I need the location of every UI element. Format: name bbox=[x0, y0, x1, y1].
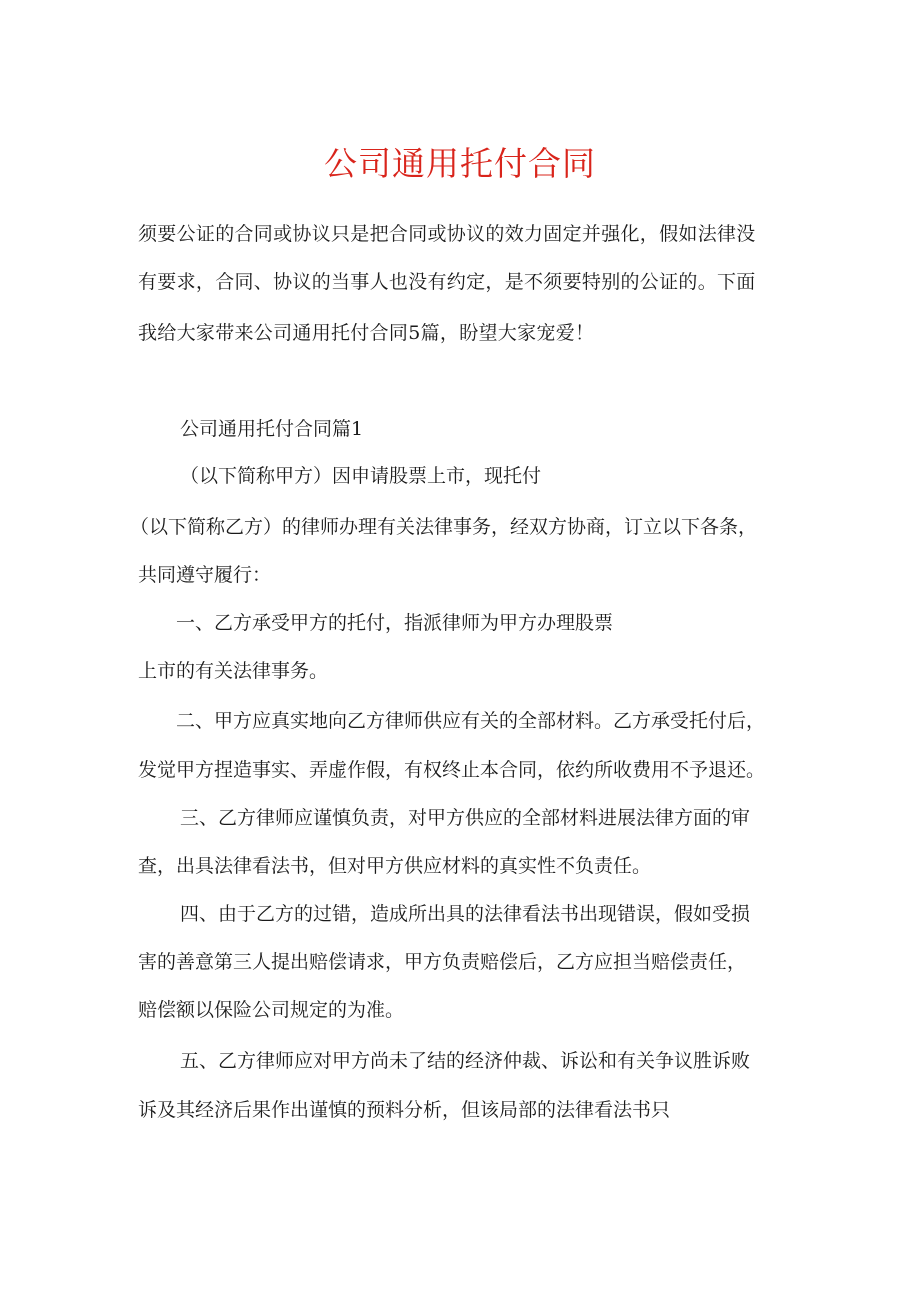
intro-line: 我给大家带来公司通用托付合同5篇，盼望大家宠爱！ bbox=[138, 322, 595, 344]
intro-line: 须要公证的合同或协议只是把合同或协议的效力固定并强化，假如法律没 bbox=[138, 223, 756, 245]
paragraph-line: 赔偿额以保险公司规定的为准。 bbox=[138, 999, 405, 1021]
paragraph-line: （以下简称乙方）的律师办理有关法律事务，经双方协商，订立以下各条， bbox=[130, 516, 758, 538]
paragraph-line: 一、乙方承受甲方的托付，指派律师为甲方办理股票 bbox=[176, 612, 614, 634]
section-heading: 公司通用托付合同篇1 bbox=[180, 418, 364, 440]
paragraph-line: 上市的有关法律事务。 bbox=[138, 660, 329, 682]
paragraph-line: 五、乙方律师应对甲方尚未了结的经济仲裁、诉讼和有关争议胜诉败 bbox=[180, 1050, 751, 1072]
paragraph-line: 发觉甲方捏造事实、弄虚作假，有权终止本合同，依约所收费用不予退还。 bbox=[138, 759, 766, 781]
paragraph-line: 二、甲方应真实地向乙方律师供应有关的全部材料。乙方承受托付后， bbox=[176, 710, 766, 732]
paragraph-line: 共同遵守履行： bbox=[138, 564, 272, 586]
paragraph-line: 诉及其经济后果作出谨慎的预料分析，但该局部的法律看法书只 bbox=[138, 1099, 671, 1121]
paragraph-line: 害的善意第三人提出赔偿请求，甲方负责赔偿后，乙方应担当赔偿责任， bbox=[138, 951, 747, 973]
paragraph-line: 四、由于乙方的过错，造成所出具的法律看法书出现错误，假如受损 bbox=[180, 903, 751, 925]
paragraph-line: 查，出具法律看法书，但对甲方供应材料的真实性不负责任。 bbox=[138, 855, 652, 877]
page-title: 公司通用托付合同 bbox=[324, 144, 596, 183]
intro-line: 有要求，合同、协议的当事人也没有约定，是不须要特别的公证的。下面 bbox=[138, 271, 756, 293]
paragraph-line: 三、乙方律师应谨慎负责，对甲方供应的全部材料进展法律方面的审 bbox=[180, 807, 751, 829]
paragraph-line: （以下简称甲方）因申请股票上市，现托付 bbox=[180, 465, 542, 487]
